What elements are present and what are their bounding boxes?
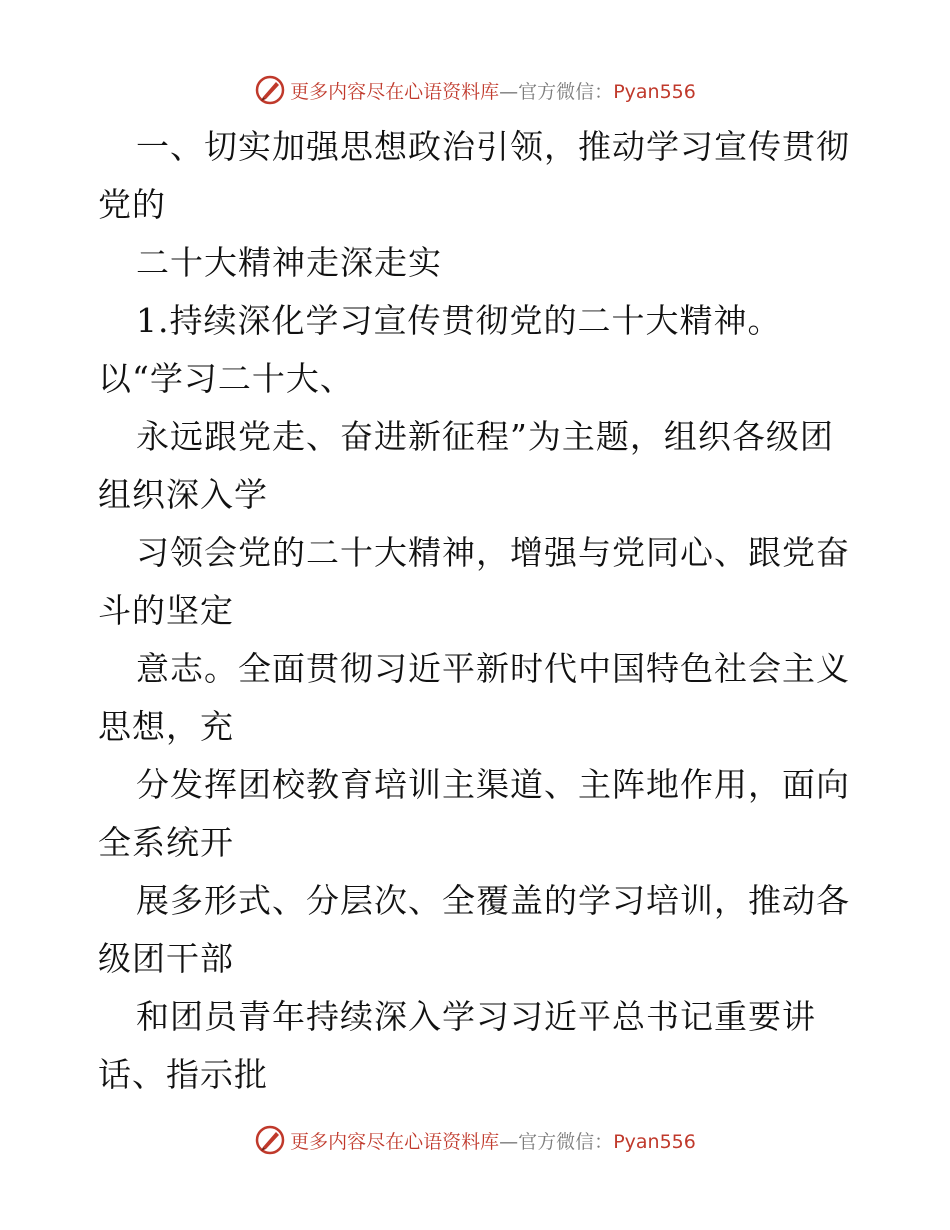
document-line: 意志。全面贯彻习近平新时代中国特色社会主义 bbox=[136, 649, 850, 688]
document-line: 思想，充 bbox=[98, 707, 234, 746]
watermark-text bbox=[290, 1127, 696, 1154]
footer-watermark bbox=[0, 1120, 950, 1160]
document-line: 党的 bbox=[98, 185, 166, 224]
document-line: 一、切实加强思想政治引领，推动学习宣传贯彻 bbox=[136, 127, 850, 166]
document-line: 全系统开 bbox=[98, 823, 234, 862]
document-line: 组织深入学 bbox=[98, 475, 268, 514]
document-line: 和团员青年持续深入学习习近平总书记重要讲 bbox=[136, 997, 816, 1036]
watermark-text bbox=[290, 77, 696, 104]
document-body bbox=[98, 118, 858, 1104]
header-watermark bbox=[0, 70, 950, 110]
document-line: 分发挥团校教育培训主渠道、主阵地作用，面向 bbox=[136, 765, 850, 804]
document-line: 话、指示批 bbox=[98, 1055, 268, 1094]
document-line: 展多形式、分层次、全覆盖的学习培训，推动各 bbox=[136, 881, 850, 920]
pen-logo-icon bbox=[254, 1124, 286, 1156]
document-line: 1.持续深化学习宣传贯彻党的二十大精神。 bbox=[136, 301, 782, 340]
watermark-separator: —官方微信： bbox=[499, 1130, 614, 1153]
watermark-account: Pyan556 bbox=[613, 1130, 696, 1153]
document-line: 永远跟党走、奋进新征程”为主题，组织各级团 bbox=[136, 417, 834, 456]
watermark-main: 更多内容尽在心语资料库 bbox=[290, 80, 500, 103]
watermark-separator: —官方微信： bbox=[499, 80, 614, 103]
watermark-main: 更多内容尽在心语资料库 bbox=[290, 1130, 500, 1153]
document-line: 级团干部 bbox=[98, 939, 234, 978]
document-line: 斗的坚定 bbox=[98, 591, 234, 630]
document-line: 二十大精神走深走实 bbox=[136, 243, 442, 282]
document-line: 以“学习二十大、 bbox=[98, 359, 354, 398]
document-line: 习领会党的二十大精神，增强与党同心、跟党奋 bbox=[136, 533, 850, 572]
watermark-account: Pyan556 bbox=[613, 80, 696, 103]
pen-logo-icon bbox=[254, 74, 286, 106]
